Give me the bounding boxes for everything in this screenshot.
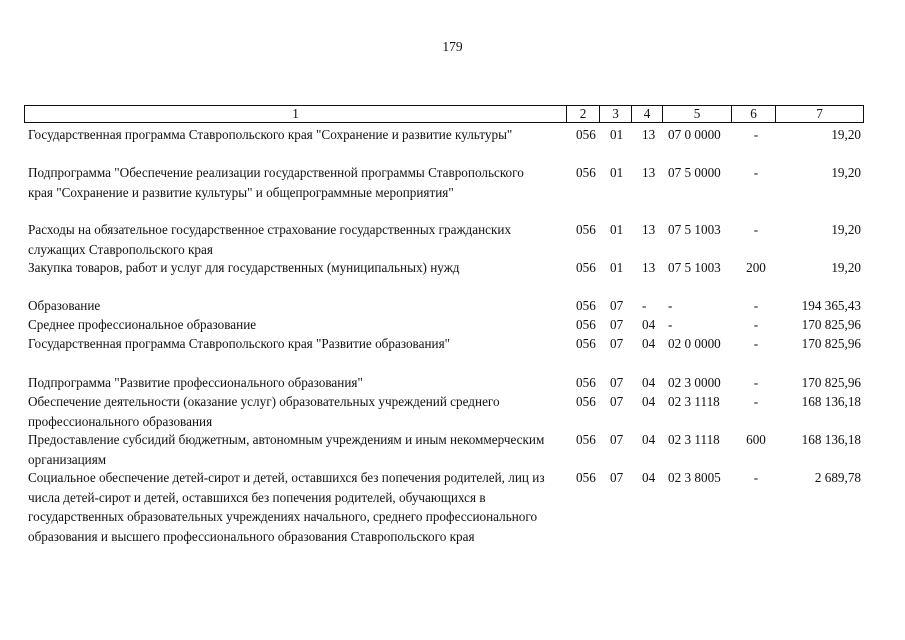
row-ved: 056 (576, 317, 596, 332)
row-vr: - (753, 298, 759, 313)
page-number: 179 (442, 39, 463, 54)
row-rz: 01 (610, 165, 624, 180)
row-name: Закупка товаров, работ и услуг для государственных (муниципальных) нужд (28, 260, 460, 275)
row-rz: 01 (610, 260, 624, 275)
row-vr: - (753, 317, 759, 332)
row-name: Расходы на обязательное государственное страхование государственных гражданских служащих Ставропольского края (28, 222, 512, 257)
row-cs: 07 5 1003 (668, 222, 721, 237)
row-rz: 07 (610, 317, 624, 332)
row-pr: 04 (642, 317, 656, 332)
row-name: Подпрограмма "Обеспечение реализации государственной программы Ставропольского края "Сохранение и развитие культуры" и общепрограммные мероприятия" (28, 165, 524, 200)
row-pr: 04 (642, 470, 656, 485)
row-cs: 02 3 1118 (668, 432, 720, 447)
row-pr: 04 (642, 375, 656, 390)
row-sum: 19,20 (831, 260, 861, 275)
row-ved: 056 (576, 165, 596, 180)
row-name: Социальное обеспечение детей-сирот и детей, оставшихся без попечения родителей, лиц из числа детей-сирот и детей, оставшихся без попечения родителей, обучающихся в государственных образовательных учреждениях начального, среднего профессионального образования и высшего профессионального образования Ставропольского края (28, 470, 545, 544)
row-sum: 19,20 (831, 165, 861, 180)
row-rz: 07 (610, 298, 624, 313)
row-sum: 19,20 (831, 127, 861, 142)
row-name: Государственная программа Ставропольского края "Развитие образования" (28, 336, 451, 351)
header-col-3: 3 (599, 106, 631, 122)
row-vr: - (753, 394, 759, 409)
row-ved: 056 (576, 470, 596, 485)
row-sum: 170 825,96 (801, 375, 861, 390)
row-pr: 04 (642, 394, 656, 409)
row-pr: 13 (642, 165, 656, 180)
row-rz: 01 (610, 127, 624, 142)
row-sum: 170 825,96 (801, 336, 861, 351)
row-rz: 07 (610, 375, 624, 390)
header-col-7: 7 (775, 106, 863, 122)
row-rz: 07 (610, 336, 624, 351)
row-pr: 13 (642, 127, 656, 142)
row-name: Предоставление субсидий бюджетным, автономным учреждениям и иным некоммерческим организациям (28, 432, 545, 467)
row-ved: 056 (576, 222, 596, 237)
row-sum: 2 689,78 (814, 470, 861, 485)
row-vr: - (753, 222, 759, 237)
row-cs: 02 3 1118 (668, 394, 720, 409)
row-ved: 056 (576, 375, 596, 390)
row-sum: 168 136,18 (801, 394, 861, 409)
row-pr: 13 (642, 222, 656, 237)
row-ved: 056 (576, 260, 596, 275)
header-col-2: 2 (566, 106, 599, 122)
row-vr: - (753, 470, 759, 485)
row-rz: 07 (610, 432, 624, 447)
row-ved: 056 (576, 127, 596, 142)
row-pr: 13 (642, 260, 656, 275)
row-cs: 02 0 0000 (668, 336, 721, 351)
header-col-4: 4 (631, 106, 662, 122)
row-pr: 04 (642, 432, 656, 447)
row-cs: - (668, 298, 673, 313)
row-name: Подпрограмма "Развитие профессионального образования" (28, 375, 363, 390)
header-col-1: 1 (292, 106, 299, 121)
row-name: Образование (28, 298, 101, 313)
row-vr: - (753, 375, 759, 390)
row-cs: 07 5 0000 (668, 165, 721, 180)
row-ved: 056 (576, 394, 596, 409)
row-pr: 04 (642, 336, 656, 351)
row-name: Государственная программа Ставропольского края "Сохранение и развитие культуры" (28, 127, 513, 142)
row-cs: - (668, 317, 673, 332)
row-rz: 07 (610, 470, 624, 485)
row-vr: - (753, 127, 759, 142)
row-cs: 07 0 0000 (668, 127, 721, 142)
row-ved: 056 (576, 336, 596, 351)
row-vr: - (753, 165, 759, 180)
row-name: Обеспечение деятельности (оказание услуг) образовательных учреждений среднего профессионального образования (28, 394, 500, 429)
row-name: Среднее профессиональное образование (28, 317, 257, 332)
row-rz: 07 (610, 394, 624, 409)
table-header (24, 105, 864, 123)
row-sum: 194 365,43 (801, 298, 861, 313)
row-cs: 02 3 8005 (668, 470, 721, 485)
row-vr: 200 (746, 260, 766, 275)
header-col-6: 6 (731, 106, 775, 122)
row-pr: - (642, 298, 647, 313)
row-sum: 19,20 (831, 222, 861, 237)
row-rz: 01 (610, 222, 624, 237)
row-ved: 056 (576, 298, 596, 313)
header-col-5: 5 (662, 106, 731, 122)
row-vr: 600 (746, 432, 766, 447)
row-vr: - (753, 336, 759, 351)
row-sum: 170 825,96 (801, 317, 861, 332)
row-sum: 168 136,18 (801, 432, 861, 447)
row-cs: 02 3 0000 (668, 375, 721, 390)
row-ved: 056 (576, 432, 596, 447)
row-cs: 07 5 1003 (668, 260, 721, 275)
